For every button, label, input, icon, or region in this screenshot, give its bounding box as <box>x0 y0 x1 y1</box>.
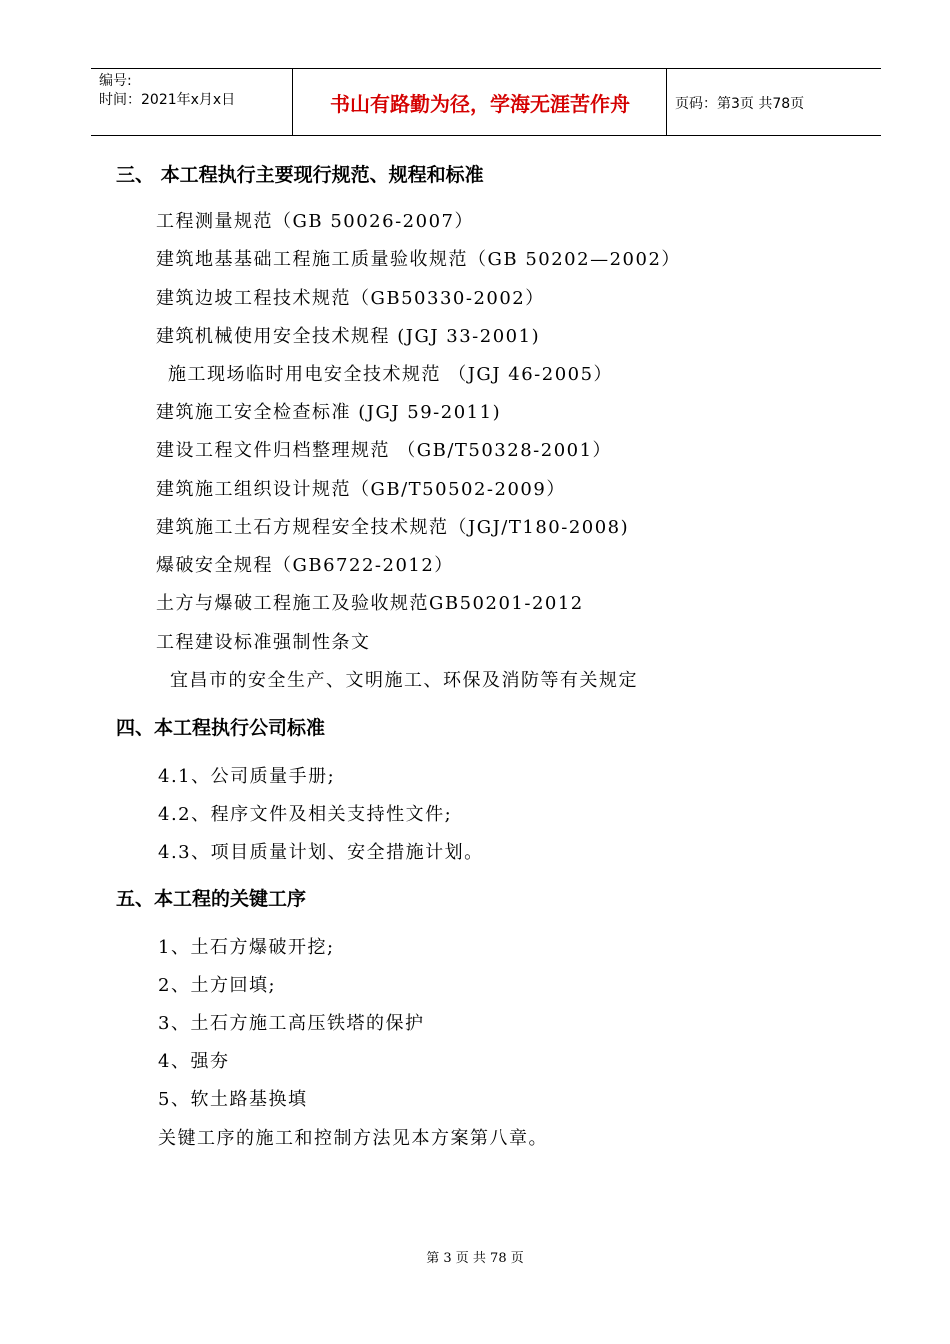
list-item: 建筑机械使用安全技术规程 (JGJ 33-2001) <box>156 326 541 347</box>
page-footer <box>0 1247 950 1266</box>
header-motto: 书山有路勤为径，学海无涯苦作舟 <box>330 92 630 116</box>
section-title-4: 四、本工程执行公司标准 <box>116 717 326 739</box>
list-item: 土方与爆破工程施工及验收规范GB50201-2012 <box>156 593 584 614</box>
page-header <box>91 68 881 136</box>
list-item: 建筑施工土石方规程安全技术规范（JGJ/T180-2008) <box>156 517 630 538</box>
list-item: 建筑地基基础工程施工质量验收规范（GB 50202—2002） <box>156 249 681 270</box>
list-item: 1、土石方爆破开挖; <box>158 937 335 958</box>
list-item: 建筑边坡工程技术规范（GB50330-2002） <box>156 288 545 309</box>
code-label: 编号: <box>99 73 132 89</box>
section-title-5: 五、本工程的关键工序 <box>116 888 307 910</box>
list-item: 2、土方回填; <box>158 975 277 996</box>
list-item: 工程测量规范（GB 50026-2007） <box>156 211 474 232</box>
list-item: 4.3、项目质量计划、安全措施计划。 <box>158 842 484 863</box>
list-item: 关键工序的施工和控制方法见本方案第八章。 <box>158 1128 548 1149</box>
header-divider <box>292 69 293 136</box>
list-item: 4.2、程序文件及相关支持性文件; <box>158 804 453 825</box>
section-title-3: 三、 本工程执行主要现行规范、规程和标准 <box>116 164 484 186</box>
list-item: 3、土石方施工高压铁塔的保护 <box>158 1013 425 1034</box>
list-item: 工程建设标准强制性条文 <box>156 632 371 653</box>
footer-page-number: 第 3 页 共 78 页 <box>426 1251 524 1266</box>
list-item: 建筑施工组织设计规范（GB/T50502-2009） <box>156 479 566 500</box>
list-item: 爆破安全规程（GB6722-2012） <box>156 555 454 576</box>
list-item: 宜昌市的安全生产、文明施工、环保及消防等有关规定 <box>170 670 638 691</box>
header-divider <box>666 69 667 136</box>
list-item: 5、软土路基换填 <box>158 1089 308 1110</box>
list-item: 建筑施工安全检查标准 (JGJ 59-2011) <box>156 402 502 423</box>
list-item: 4、强夯 <box>158 1051 230 1072</box>
time-label: 时间：2021年x月x日 <box>99 92 236 108</box>
list-item: 建设工程文件归档整理规范 （GB/T50328-2001） <box>156 440 613 461</box>
list-item: 4.1、公司质量手册; <box>158 766 336 787</box>
header-page-number: 页码：第3页 共78页 <box>675 95 805 112</box>
header-meta <box>99 72 235 110</box>
list-item: 施工现场临时用电安全技术规范 （JGJ 46-2005） <box>168 364 614 385</box>
